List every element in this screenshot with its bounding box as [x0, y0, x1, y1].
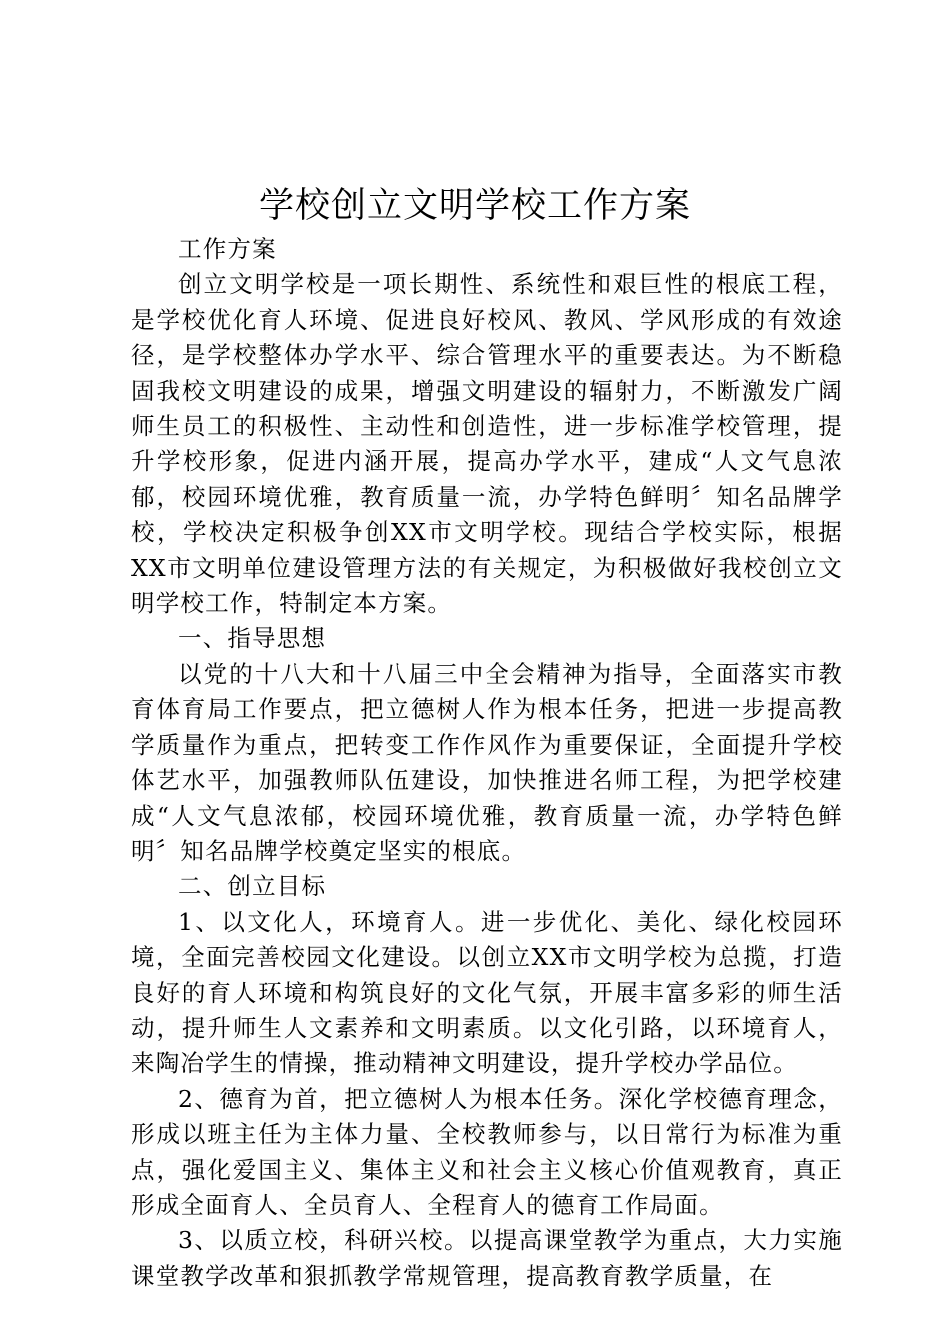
document-title: 学校创立文明学校工作方案	[258, 186, 691, 226]
goal-item-2: 2、德育为首，把立德树人为根本任务。深化学校德育理念，形成以班主任为主体力量、全校教师参与，以日常行为标准为重点，强化爱国主义、集体主义和社会主义核心价值观教育，真正形成全面育人、全员育人、全程育人的德育工作局面。	[131, 1084, 843, 1219]
section-heading-guiding-thought: 一、指导思想	[178, 624, 327, 653]
document-subtitle: 工作方案	[178, 235, 277, 263]
intro-paragraph: 创立文明学校是一项长期性、系统性和艰巨性的根底工程，是学校优化育人环境、促进良好校风、教风、学风形成的有效途径，是学校整体办学水平、综合管理水平的重要表达。为不断稳固我校文明建设的成果，增强文明建设的辐射力，不断激发广阔师生员工的积极性、主动性和创造性，进一步标准学校管理，提升学校形象，促进内涵开展，提高办学水平，建成“人文气息浓郁，校园环境优雅，教育质量一流，办学特色鲜明〞知名品牌学校，学校决定积极争创XX市文明学校。现结合学校实际，根据XX市文明单位建设管理方法的有关规定，为积极做好我校创立文明学校工作，特制定本方案。	[131, 270, 843, 618]
document-body	[131, 232, 843, 1294]
section-heading-goals: 二、创立目标	[178, 872, 327, 901]
guiding-thought-paragraph: 以党的十八大和十八届三中全会精神为指导，全面落实市教育体育局工作要点，把立德树人作为根本任务，把进一步提高教学质量作为重点，把转变工作作风作为重要保证，全面提升学校体艺水平，加强教师队伍建设，加快推进名师工程，为把学校建成“人文气息浓郁，校园环境优雅，教育质量一流，办学特色鲜明〞知名品牌学校奠定坚实的根底。	[131, 659, 843, 865]
goal-item-1: 1、以文化人，环境育人。进一步优化、美化、绿化校园环境，全面完善校园文化建设。以创立XX市文明学校为总揽，打造良好的育人环境和构筑良好的文化气氛，开展丰富多彩的师生活动，提升师生人文素养和文明素质。以文化引路，以环境育人，来陶冶学生的情操，推动精神文明建设，提升学校办学品位。	[131, 907, 843, 1078]
goal-item-3: 3、以质立校，科研兴校。以提高课堂教学为重点，大力实施课堂教学改革和狠抓教学常规管理，提高教育教学质量，在	[131, 1226, 843, 1290]
